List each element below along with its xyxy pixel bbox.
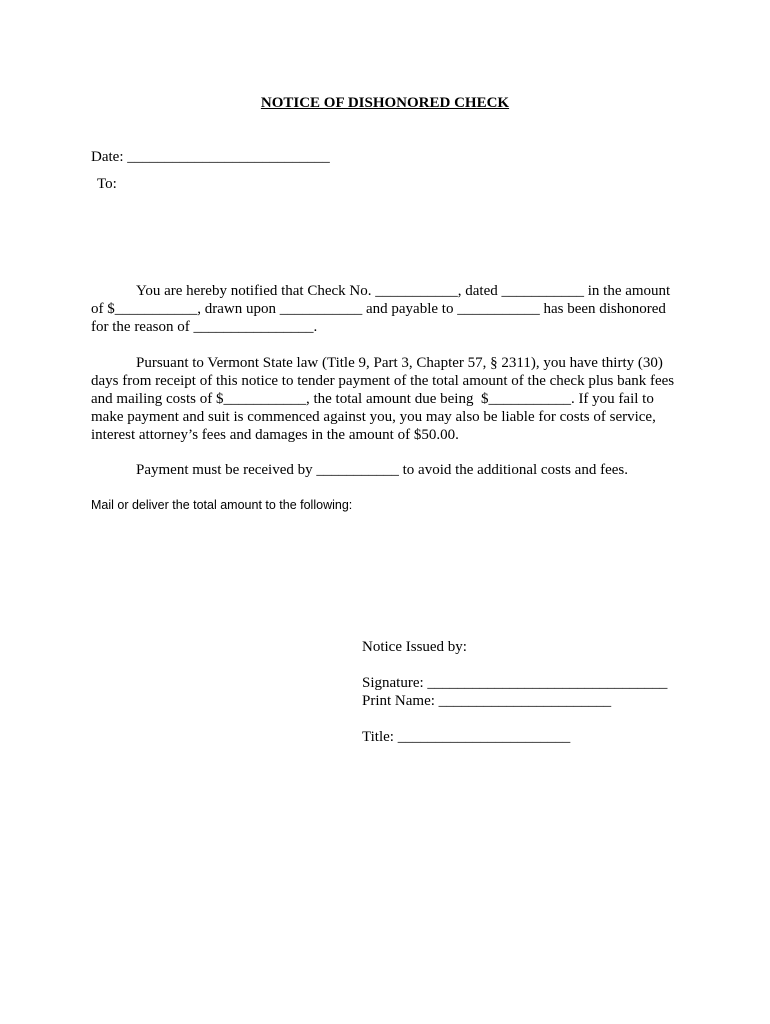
- mail-instructions: Mail or deliver the total amount to the following:: [91, 498, 353, 512]
- paragraph-2-line-4: make payment and suit is commenced against you, you may also be liable for costs of service,: [91, 409, 656, 425]
- paragraph-1-line-3: for the reason of ________________.: [91, 319, 318, 335]
- signature-field-line: Signature: ________________________________: [362, 675, 668, 691]
- paragraph-3: Payment must be received by ___________ to avoid the additional costs and fees.: [136, 462, 628, 478]
- paragraph-1-line-1: You are hereby notified that Check No. ___________, dated ___________ in the amount: [136, 283, 671, 299]
- paragraph-1-line-2: of $___________, drawn upon ___________ and payable to ___________ has been dishonored: [91, 301, 666, 317]
- notice-issued-by-label: Notice Issued by:: [362, 639, 467, 655]
- paragraph-2-line-3: and mailing costs of $___________, the total amount due being $___________. If you fail to: [91, 391, 654, 407]
- to-label: To:: [97, 176, 117, 192]
- paragraph-2-line-1: Pursuant to Vermont State law (Title 9, Part 3, Chapter 57, § 2311), you have thirty (30): [136, 355, 663, 371]
- document-title: NOTICE OF DISHONORED CHECK: [260, 95, 510, 111]
- paragraph-2-line-2: days from receipt of this notice to tender payment of the total amount of the check plus bank fees: [91, 373, 675, 389]
- paragraph-2-line-5: interest attorney’s fees and damages in the amount of $50.00.: [91, 427, 459, 443]
- print-name-field-line: Print Name: _______________________: [362, 693, 612, 709]
- title-field-line: Title: _______________________: [362, 729, 571, 745]
- date-field-line: Date: ___________________________: [91, 149, 330, 165]
